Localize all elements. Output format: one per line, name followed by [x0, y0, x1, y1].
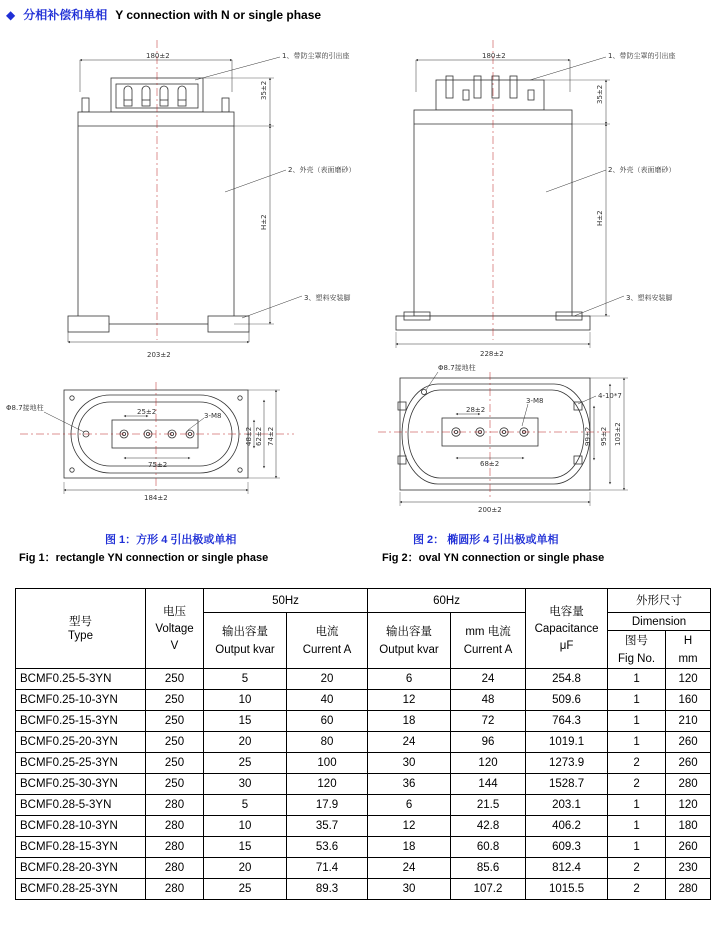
table-cell: 120: [287, 774, 368, 795]
fig1-dim-height: H±2: [260, 214, 268, 230]
table-cell: BCMF0.25-5-3YN: [16, 669, 146, 690]
header-current-60: mm 电流 Current A: [451, 613, 526, 669]
table-row: [16, 690, 711, 711]
table-row: [16, 816, 711, 837]
header-voltage: [146, 589, 204, 669]
table-cell: 812.4: [526, 858, 608, 879]
table-cell: 24: [368, 858, 451, 879]
fig1-caption-cn: 图 1：方形 4 引出极或单相: [105, 534, 237, 546]
section-title-en: Y connection with N or single phase: [115, 8, 322, 22]
table-cell: BCMF0.25-25-3YN: [16, 753, 146, 774]
table-cell: 96: [451, 732, 526, 753]
table-cell: 280: [146, 795, 204, 816]
header-output-50: 输出容量 Output kvar: [204, 613, 287, 669]
table-cell: 250: [146, 732, 204, 753]
fig2-callout-stud: Φ8.7接地柱: [438, 364, 476, 372]
table-cell: 1: [608, 795, 666, 816]
table-row: [16, 753, 711, 774]
fig2-dim-inner: 99±2: [584, 426, 592, 446]
table-cell: 1: [608, 837, 666, 858]
table-cell: 10: [204, 816, 287, 837]
fig2-dim-span: 68±2: [480, 460, 500, 468]
table-cell: 280: [146, 879, 204, 900]
fig2-callout-shell: 2、外壳（表面磨砂）: [608, 166, 676, 174]
header-type-cn: 型号: [69, 615, 92, 628]
table-row: [16, 774, 711, 795]
table-cell: 1528.7: [526, 774, 608, 795]
table-row: [16, 711, 711, 732]
table-cell: 210: [666, 711, 711, 732]
header-dim-en: Dimension: [608, 613, 711, 631]
table-cell: BCMF0.25-20-3YN: [16, 732, 146, 753]
table-cell: 15: [204, 837, 287, 858]
table-cell: 24: [368, 732, 451, 753]
table-cell: 2: [608, 774, 666, 795]
table-cell: 180: [666, 816, 711, 837]
table-cell: 12: [368, 690, 451, 711]
table-cell: BCMF0.25-30-3YN: [16, 774, 146, 795]
table-cell: 72: [451, 711, 526, 732]
table-cell: 1019.1: [526, 732, 608, 753]
spec-table: [15, 588, 711, 900]
header-capacitance: [526, 589, 608, 669]
fig1-dim-pitch: 25±2: [137, 408, 157, 416]
table-row: [16, 837, 711, 858]
table-cell: 260: [666, 753, 711, 774]
fig1-dim-base: 203±2: [147, 351, 171, 359]
table-cell: 1: [608, 669, 666, 690]
table-cell: 5: [204, 795, 287, 816]
fig1-dim-top: 35±2: [260, 80, 268, 100]
header-h: H mm: [666, 631, 711, 669]
table-cell: 2: [608, 879, 666, 900]
table-cell: 18: [368, 837, 451, 858]
table-cell: 15: [204, 711, 287, 732]
table-cell: 509.6: [526, 690, 608, 711]
table-cell: 30: [204, 774, 287, 795]
table-cell: 609.3: [526, 837, 608, 858]
header-type: [16, 589, 146, 669]
table-row: [16, 669, 711, 690]
header-voltage-en: Voltage: [155, 622, 194, 635]
header-50hz: 50Hz: [204, 589, 368, 613]
table-cell: 280: [146, 816, 204, 837]
table-cell: 280: [666, 879, 711, 900]
table-cell: 120: [666, 795, 711, 816]
table-cell: 280: [146, 858, 204, 879]
header-output-60: 输出容量 Output kvar: [368, 613, 451, 669]
table-cell: 250: [146, 711, 204, 732]
table-cell: 260: [666, 837, 711, 858]
fig1-dim-depth2: 74±2: [267, 426, 275, 446]
fig1-caption-en: Fig 1：rectangle YN connection or single phase: [19, 552, 269, 564]
fig2-dim-top: 35±2: [596, 84, 604, 104]
table-cell: 160: [666, 690, 711, 711]
table-cell: BCMF0.25-15-3YN: [16, 711, 146, 732]
fig2-dim-depth1: 95±2: [600, 426, 608, 446]
fig2-callout-bolt: 3-M8: [526, 397, 544, 405]
table-cell: 2: [608, 753, 666, 774]
fig2-dim-width: 180±2: [482, 52, 506, 60]
diamond-icon: ◆: [6, 8, 16, 22]
table-cell: 60.8: [451, 837, 526, 858]
table-cell: 21.5: [451, 795, 526, 816]
section-title-cn: 分相补偿和单相: [23, 8, 108, 22]
fig2-caption-en: Fig 2：oval YN connection or single phase: [382, 552, 605, 564]
table-cell: 280: [146, 837, 204, 858]
fig1-callout-seat: 1、带防尘罩的引出座: [282, 52, 350, 60]
table-cell: 107.2: [451, 879, 526, 900]
fig1-dim-bottom: 184±2: [144, 494, 168, 502]
table-cell: 6: [368, 669, 451, 690]
table-cell: 764.3: [526, 711, 608, 732]
table-cell: 260: [666, 732, 711, 753]
fig1-callout-bolt: 3-M8: [204, 412, 222, 420]
table-cell: 1: [608, 732, 666, 753]
table-cell: 10: [204, 690, 287, 711]
table-cell: 250: [146, 774, 204, 795]
fig2-front-view: [396, 40, 624, 348]
table-cell: 20: [204, 858, 287, 879]
fig2-dim-base: 228±2: [480, 350, 504, 358]
table-cell: 18: [368, 711, 451, 732]
header-60hz: 60Hz: [368, 589, 526, 613]
header-voltage-unit: V: [170, 639, 179, 652]
table-cell: 12: [368, 816, 451, 837]
table-cell: 20: [204, 732, 287, 753]
spec-table-body: [16, 669, 711, 900]
fig2-callout-foot: 3、塑料安装脚: [626, 294, 673, 302]
table-cell: BCMF0.28-25-3YN: [16, 879, 146, 900]
header-type-en: Type: [68, 629, 93, 642]
fig1-dim-inner: 48±2: [245, 426, 253, 446]
fig1-callout-shell: 2、外壳（表面磨砂）: [288, 166, 356, 174]
table-cell: 144: [451, 774, 526, 795]
table-cell: 250: [146, 669, 204, 690]
table-cell: 230: [666, 858, 711, 879]
header-cap-en: Capacitance: [534, 622, 599, 635]
header-dim-cn: 外形尺寸: [636, 594, 683, 607]
header-fig: 图号 Fig No.: [608, 631, 666, 669]
table-cell: 30: [368, 879, 451, 900]
table-cell: 80: [287, 732, 368, 753]
table-cell: 60: [287, 711, 368, 732]
table-row: [16, 879, 711, 900]
table-cell: 25: [204, 879, 287, 900]
table-cell: BCMF0.28-10-3YN: [16, 816, 146, 837]
table-cell: BCMF0.28-5-3YN: [16, 795, 146, 816]
table-cell: 280: [666, 774, 711, 795]
table-cell: 6: [368, 795, 451, 816]
table-cell: 250: [146, 753, 204, 774]
fig2-callout-seat: 1、带防尘罩的引出座: [608, 52, 676, 60]
table-cell: 1273.9: [526, 753, 608, 774]
fig2-dim-depth2: 103±2: [614, 422, 622, 446]
table-row: [16, 795, 711, 816]
table-cell: 17.9: [287, 795, 368, 816]
header-dimension: [608, 589, 711, 613]
header-cap-cn: 电容量: [549, 605, 584, 618]
fig2-dim-hole: 4-10*7: [598, 392, 622, 400]
table-cell: 1015.5: [526, 879, 608, 900]
fig1-callout-stud: Φ8.7接地柱: [6, 404, 44, 412]
fig1-dim-width: 180±2: [146, 52, 170, 60]
table-cell: 1: [608, 711, 666, 732]
table-cell: 36: [368, 774, 451, 795]
table-cell: BCMF0.28-15-3YN: [16, 837, 146, 858]
fig2-dim-bottom: 200±2: [478, 506, 502, 514]
table-cell: 71.4: [287, 858, 368, 879]
table-cell: 48: [451, 690, 526, 711]
table-row: [16, 732, 711, 753]
table-cell: 1: [608, 816, 666, 837]
fig2-caption-cn: 图 2： 椭圆形 4 引出极或单相: [413, 534, 559, 546]
table-cell: 89.3: [287, 879, 368, 900]
spec-table-header: [16, 589, 711, 669]
fig2-dim-pitch: 28±2: [466, 406, 486, 414]
fig1-dim-span: 75±2: [148, 461, 168, 469]
table-cell: 406.2: [526, 816, 608, 837]
table-cell: 35.7: [287, 816, 368, 837]
table-cell: 254.8: [526, 669, 608, 690]
table-cell: 24: [451, 669, 526, 690]
header-voltage-cn: 电压: [163, 605, 186, 618]
fig1-callout-foot: 3、塑料安装脚: [304, 294, 351, 302]
table-cell: 120: [666, 669, 711, 690]
table-cell: 53.6: [287, 837, 368, 858]
table-cell: BCMF0.25-10-3YN: [16, 690, 146, 711]
table-cell: 25: [204, 753, 287, 774]
header-current-50: 电流 Current A: [287, 613, 368, 669]
table-row: [16, 858, 711, 879]
table-cell: 30: [368, 753, 451, 774]
table-cell: 1: [608, 690, 666, 711]
table-cell: 5: [204, 669, 287, 690]
table-cell: 42.8: [451, 816, 526, 837]
table-cell: 20: [287, 669, 368, 690]
table-cell: 250: [146, 690, 204, 711]
fig2-dim-height: H±2: [596, 210, 604, 226]
table-cell: 40: [287, 690, 368, 711]
header-cap-unit: μF: [559, 639, 574, 652]
table-cell: 85.6: [451, 858, 526, 879]
fig1-dim-depth1: 62±2: [255, 426, 263, 446]
table-cell: 100: [287, 753, 368, 774]
table-cell: BCMF0.28-20-3YN: [16, 858, 146, 879]
table-cell: 120: [451, 753, 526, 774]
table-cell: 2: [608, 858, 666, 879]
table-cell: 203.1: [526, 795, 608, 816]
